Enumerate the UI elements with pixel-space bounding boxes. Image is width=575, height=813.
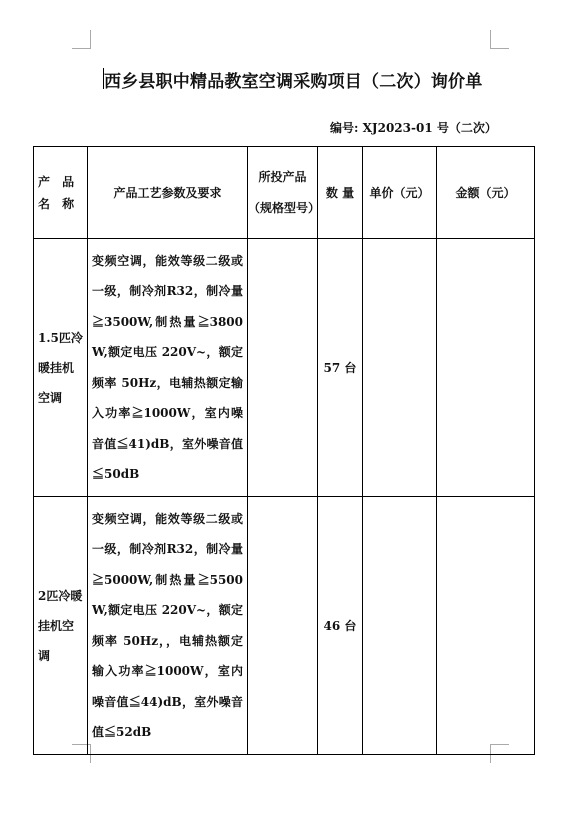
spec-cell[interactable]: 变频空调，能效等级二级或一级，制冷剂R32，制冷量≧3500W,制热量≧3800W,额定电压 220V~，额定频率 50Hz，电辅热额定输入功率≧1000W，室内噪音值≦41)dB，室外噪音值≦50dB [88,239,248,497]
header-product-name[interactable]: 产 品 名 称 [34,147,88,239]
header-quantity[interactable]: 数 量 [318,147,363,239]
header-offered-model[interactable]: 所投产品（规格型号） [248,147,318,239]
crop-mark-top-right [490,30,509,49]
table-header-row [34,147,535,239]
unit-price-cell[interactable] [363,497,437,755]
crop-mark-top-left [72,30,91,49]
header-spec[interactable]: 产品工艺参数及要求 [88,147,248,239]
offered-model-cell[interactable] [248,239,318,497]
quantity-cell[interactable]: 57 台 [318,239,363,497]
table-row [34,497,535,755]
table-row [34,239,535,497]
offered-model-cell[interactable] [248,497,318,755]
quantity-cell[interactable]: 46 台 [318,497,363,755]
amount-cell[interactable] [437,239,535,497]
header-amount[interactable]: 金额（元） [437,147,535,239]
document-title[interactable]: 西乡县职中精品教室空调采购项目（二次）询价单 [104,72,483,92]
product-name-cell[interactable]: 1.5匹冷暖挂机空调 [34,239,88,497]
header-unit-price[interactable]: 单价（元） [363,147,437,239]
unit-price-cell[interactable] [363,239,437,497]
amount-cell[interactable] [437,497,535,755]
document-number[interactable]: 编号: XJ2023-01 号（二次） [330,121,497,135]
inquiry-table [33,146,535,755]
spec-cell[interactable]: 变频空调，能效等级二级或一级，制冷剂R32，制冷量≧5000W,制热量≧5500W,额定电压 220V~，额定频率 50Hz，，电辅热额定输入功率≧1000W，室内噪音值≦44)dB，室外噪音值≦52dB [88,497,248,755]
product-name-cell[interactable]: 2匹冷暖挂机空调 [34,497,88,755]
